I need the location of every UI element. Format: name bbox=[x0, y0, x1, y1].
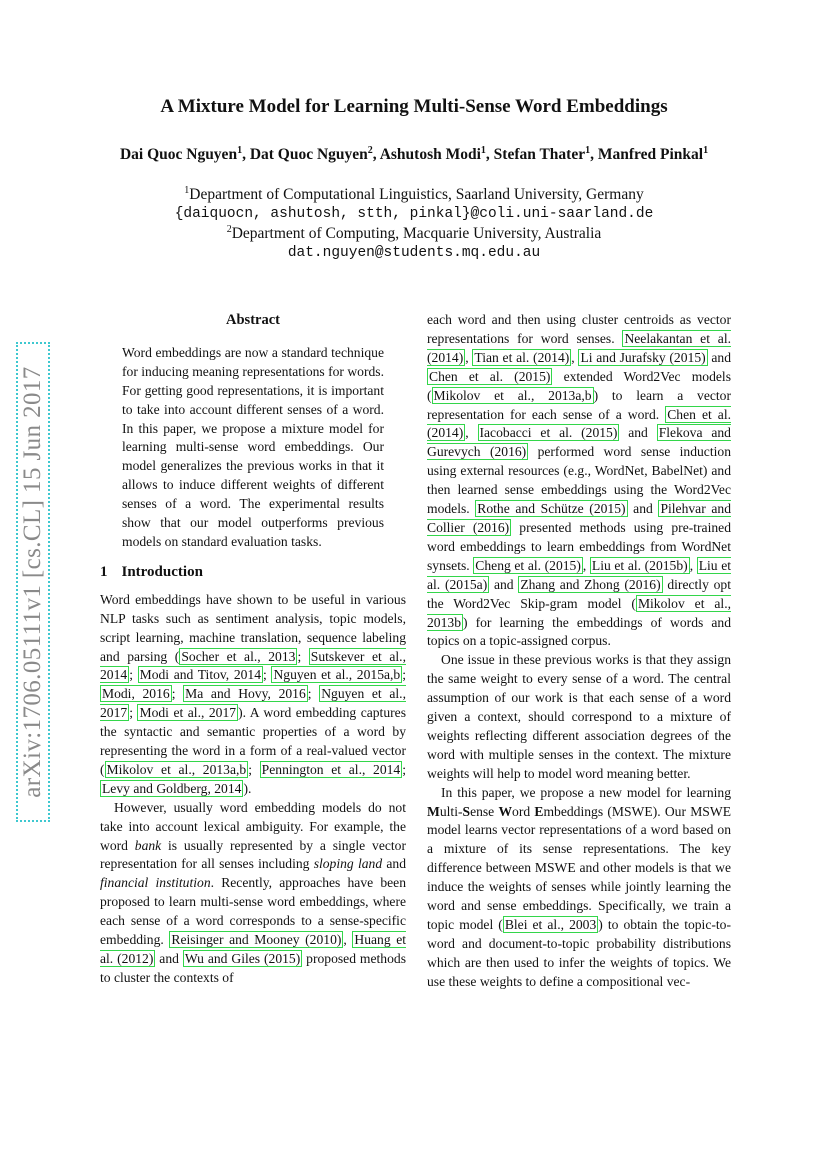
affiliation-2 bbox=[0, 225, 828, 243]
citation-link[interactable]: Nguyen et al., 2015a,b bbox=[273, 667, 401, 683]
affiliation-1 bbox=[0, 186, 828, 204]
citation-link[interactable]: Liu et al. (2015b) bbox=[591, 557, 688, 573]
citation-link[interactable]: Flekova and Gurevych (2016) bbox=[427, 425, 731, 460]
citation-link[interactable]: Cheng et al. (2015) bbox=[475, 557, 581, 573]
citation-link[interactable]: Pennington et al., 2014 bbox=[261, 761, 401, 777]
author-affil-mark: 2 bbox=[367, 144, 373, 156]
author-list: Dai Quoc Nguyen$^1$, Dat Quoc Nguyen$^2$, Ashutosh Modi$^1$, Stefan Thater$^1$, Manfred Pinkal$^1$ bbox=[119, 144, 709, 163]
affiliation-1-email: {daiquocn, ashutosh, stth, pinkal}@coli.uni-saarland.de bbox=[174, 206, 654, 222]
author-name: Dai Quoc Nguyen bbox=[119, 146, 238, 163]
citation-link[interactable]: Pilehvar and Collier (2016) bbox=[427, 501, 731, 535]
citation-link[interactable]: Li and Jurafsky (2015) bbox=[580, 349, 706, 365]
affiliation-2-email: dat.nguyen@students.mq.edu.au bbox=[287, 245, 541, 261]
affil-mark: 2 bbox=[226, 223, 232, 235]
citation-link[interactable]: Mikolov et al., 2013b bbox=[427, 595, 732, 630]
citation-link[interactable]: Chen et al. (2014) bbox=[427, 406, 732, 441]
citation-link[interactable]: Chen et al. (2015) bbox=[429, 368, 551, 384]
right-paragraph-1: each word and then using cluster centroids as vector representations for word senses. Neelakantan et al. (2014) , Tian et al. (2014) , Li and Jurafsky (2015) and Chen et al. (2015) extended Word2Vec models ( Mikolov et al., 2013a,b ) to learn a vector representation for each sense of a word. Chen et al. (2014) , Iacobacci et al. (2015) and Flekova and Gurevych (2016) performed word sense induction using external resources (e.g., WordNet, BabelNet) and then learned sense embeddings using the Word2Vec models. Rothe and Schütze (2015) and Pilehvar and Collier (2016) presented methods using pre-trained word embeddings to learn embeddings from WordNet synsets. Cheng et al. (2015) , Liu et al. (2015b) , Liu et al. (2015a) and Zhang and Zhong (2016) directly opt the Word2Vec Skip-gram model ( Mikolov et al., 2013b ) for learning the embeddings of words and topics on a topic-assigned corpus. bbox=[427, 312, 732, 649]
citation-link[interactable]: Wu and Giles (2015) bbox=[184, 951, 301, 966]
affil-mark: 1 bbox=[184, 184, 190, 196]
citation-link[interactable]: Modi and Titov, 2014 bbox=[139, 667, 262, 683]
citation-link[interactable]: Rothe and Schütze (2015) bbox=[477, 501, 626, 517]
right-paragraph-3: In this paper, we propose a new model for learning Multi-Sense Word Embeddings (MSWE). Our MSWE model learns vector representations of a word based on a mixture of its sense representations. The key difference between MSWE and other models is that we induce the weights of senses while jointly learning the word and sense embeddings. Specifically, we train a topic model ( Blei et al., 2003 ) to obtain the topic-to-word and document-to-topic probability distributions which are then used to infer the weights of topics. We use these weights to define a compositional vec- bbox=[427, 784, 731, 989]
citation-link[interactable]: Huang et al. (2012) bbox=[100, 932, 407, 966]
abstract-heading: Abstract bbox=[226, 312, 280, 328]
citation-link[interactable]: Sutskever et al., 2014 bbox=[100, 648, 406, 683]
abstract-text: Word embeddings are now a standard technique for inducing meaning representations for words. For getting good representations, it is important to take into account different senses of a word. In this paper, we propose a mixture model for learning multi-sense word embeddings. Our model generalizes the previous works in that it allows to induce different weights of different senses of a word. The experimental results show that our model outperforms previous models on standard evaluation tasks. bbox=[122, 344, 384, 549]
citation-link[interactable]: Iacobacci et al. (2015) bbox=[479, 425, 618, 441]
author-affil-mark: 1 bbox=[237, 144, 243, 156]
right-column bbox=[427, 311, 731, 992]
citation-link[interactable]: Mikolov et al., 2013a,b bbox=[433, 387, 592, 403]
citation-link[interactable]: Levy and Goldberg, 2014 bbox=[102, 780, 242, 796]
section-number: 1 bbox=[100, 563, 108, 580]
citation-link[interactable]: Tian et al. (2014) bbox=[474, 349, 570, 365]
citation-link[interactable]: Modi, 2016 bbox=[102, 686, 170, 702]
left-column bbox=[100, 311, 406, 988]
citation-link[interactable]: Neelakantan et al. (2014) bbox=[427, 330, 731, 365]
intro-paragraph-2: However, usually word embedding models do not take into account lexical ambiguity. For example, the word bank is usually represented by a single vector representation for all senses including sloping land and financial institution. Recently, approaches have been proposed to learn multi-sense word embeddings, where each sense of a word corresponds to a sense-specific embedding. Reisinger and Mooney (2010) , Huang et al. (2012) and Wu and Giles (2015) proposed methods to cluster the contexts of bbox=[100, 799, 407, 985]
citation-link[interactable]: Nguyen et al., 2017 bbox=[100, 686, 406, 721]
author-name: Ashutosh Modi bbox=[379, 146, 481, 163]
arxiv-id-text: arXiv:1706.05111v1 [cs.CL] 15 Jun 2017 bbox=[19, 366, 46, 798]
author-name: Stefan Thater bbox=[493, 146, 586, 163]
citation-link[interactable]: Liu et al. (2015a) bbox=[427, 557, 732, 592]
citation-link[interactable]: Zhang and Zhong (2016) bbox=[520, 576, 661, 592]
affil-name: Department of Computing, Macquarie University, Australia bbox=[231, 225, 602, 242]
right-paragraph-2: One issue in these previous works is that they assign the same weight to every sense of a word. The central assumption of our work is that each sense of a word given a context, should correspond to a mixture of weights reflecting different association degrees of the word with multiple senses in the context. The mixture weights will help to model word meaning better. bbox=[427, 652, 731, 781]
author-affil-mark: 1 bbox=[703, 144, 709, 156]
citation-link[interactable]: Modi et al., 2017 bbox=[139, 705, 237, 721]
author-name: Manfred Pinkal bbox=[597, 146, 704, 163]
citation-link[interactable]: Mikolov et al., 2013a,b bbox=[106, 761, 247, 777]
section-title-text: Introduction bbox=[121, 563, 203, 580]
section-heading-introduction bbox=[100, 563, 406, 582]
intro-paragraph-1: Word embeddings have shown to be useful in various NLP tasks such as sentiment analysis, topic models, script learning, machine translation, sequence labeling and parsing ( Socher et al., 2013 ; Sutskever et al., 2014 ; Modi and Titov, 2014 ; Nguyen et al., 2015a,b ; Modi, 2016 ; Ma and Hovy, 2016 ; Nguyen et al., 2017 ; Modi et al., 2017 ). A word embedding captures the syntactic and semantic properties of a word by representing the word in a form of a real-valued vector ( Mikolov et al., 2013a,b ; Pennington et al., 2014 ; Levy and Goldberg, 2014 ). bbox=[100, 591, 406, 796]
author-name: Dat Quoc Nguyen bbox=[249, 146, 368, 163]
citation-link[interactable]: Blei et al., 2003 bbox=[504, 917, 597, 932]
affil-name: Department of Computational Linguistics, Saarland University, Germany bbox=[189, 186, 644, 203]
author-affil-mark: 1 bbox=[585, 144, 591, 156]
arxiv-identifier-stamp[interactable] bbox=[16, 342, 50, 822]
citation-link[interactable]: Ma and Hovy, 2016 bbox=[185, 686, 306, 702]
citation-link[interactable]: Socher et al., 2013 bbox=[181, 648, 296, 664]
paper-title: A Mixture Model for Learning Multi-Sense Word Embeddings bbox=[160, 96, 668, 117]
citation-link[interactable]: Reisinger and Mooney (2010) bbox=[171, 932, 342, 948]
author-affil-mark: 1 bbox=[480, 144, 486, 156]
